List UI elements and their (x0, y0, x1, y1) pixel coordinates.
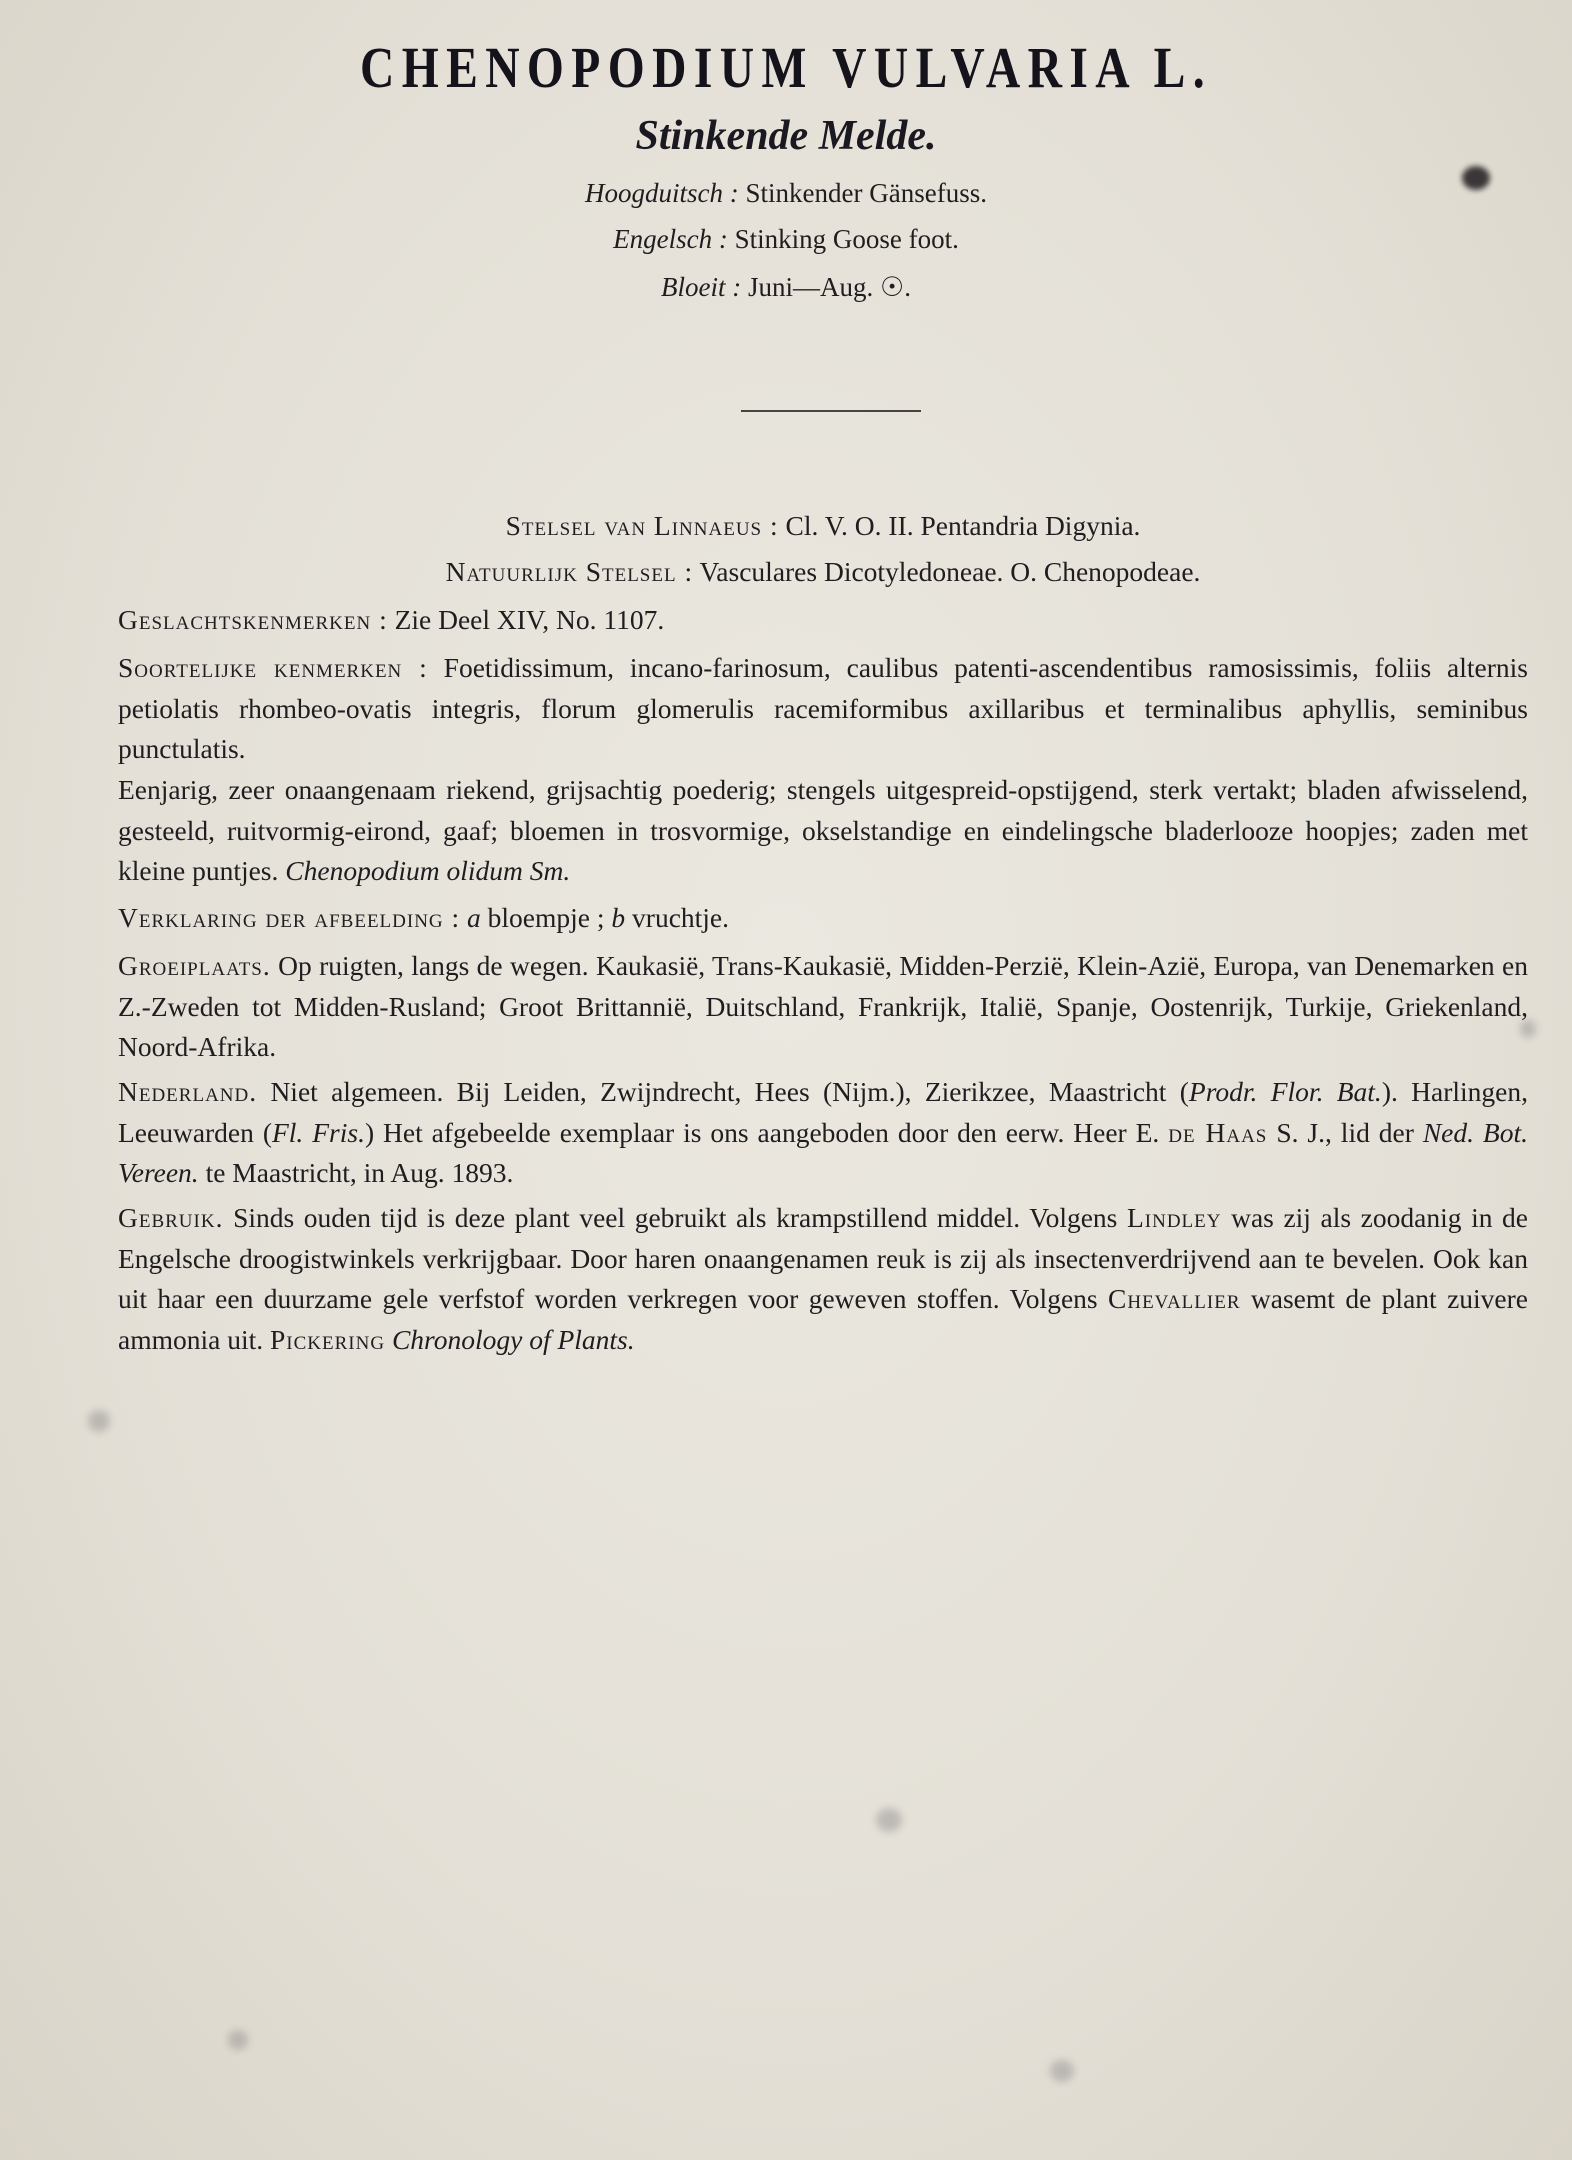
bloom-value: Juni—Aug. ☉. (748, 272, 911, 302)
divider-rule (741, 410, 921, 412)
author-lindley: Lindley (1126, 1202, 1222, 1233)
source-prodromus: Prodr. Flor. Bat. (1188, 1076, 1382, 1107)
natuurlijk-stelsel-label: Natuurlijk Stelsel : (445, 556, 694, 587)
natuurlijk-stelsel-text: Vasculares Dicotyledoneae. O. Chenopodeae. (699, 556, 1201, 587)
donor-name: de Haas (1168, 1116, 1268, 1148)
figure-a-letter: a (467, 902, 481, 933)
german-label: Hoogduitsch : (585, 178, 739, 208)
gebruik-text-2: was zij als zoodanig in de Engelsche droogistwinkels verkrijgbaar. Door haren onaangenamen reuk is zij als insectenverdrijvend aan te bevelen. Ook kan uit haar een duurzame gele verfstof worden verkregen voor geweven stoffen. Volgens (118, 1202, 1529, 1314)
stain-spot (88, 1410, 110, 1432)
dutch-name: Stinkende Melde. (635, 113, 937, 159)
nederland (118, 1072, 1528, 1194)
bloom-line (0, 272, 1572, 303)
figure-a-text: bloempje ; (487, 902, 605, 933)
author-chevallier: Chevallier (1108, 1283, 1241, 1314)
stain-spot (228, 2030, 248, 2050)
groeiplaats-label: Groeiplaats. (118, 950, 271, 981)
german-name: Stinkender Gänsefuss. (745, 178, 987, 208)
geslachtskenmerken (118, 600, 1528, 641)
gebruik-text-3: wasemt de plant zuivere ammonia uit. (118, 1283, 1528, 1355)
nederland-text-4: S. J., lid der (1276, 1116, 1414, 1148)
geslachtskenmerken-label: Geslachtskenmerken : (118, 604, 388, 635)
nederland-text-1: Niet algemeen. Bij Leiden, Zwijndrecht, Hees (Nijm.), Zierikzee, Maastricht ( (270, 1076, 1189, 1107)
groeiplaats-text: Op ruigten, langs de wegen. Kaukasië, Trans-Kaukasië, Midden-Perzië, Klein-Azië, Europa, van Denemarken en Z.-Zweden tot Midden-Rusland; Groot Brittannië, Duitschland, Frankrijk, Italië, Spanje, Oostenrijk, Turkije, Griekenland, Noord-Afrika. (118, 950, 1528, 1062)
figure-b-letter: b (611, 902, 626, 933)
verklaring-label: Verklaring der afbeelding : (118, 902, 461, 933)
english-label: Engelsch : (613, 224, 728, 254)
gebruik-label: Gebruik. (118, 1202, 224, 1233)
stelsel-linnaeus-text: Cl. V. O. II. Pentandria Digynia. (785, 510, 1141, 541)
gebruik-text-1: Sinds ouden tijd is deze plant veel gebruikt als krampstillend middel. Volgens (233, 1202, 1118, 1233)
geslachtskenmerken-text: Zie Deel XIV, No. 1107. (394, 604, 665, 635)
verklaring-afbeelding (118, 898, 1528, 939)
bloom-label: Bloeit : (661, 272, 742, 302)
stelsel-linnaeus-label: Stelsel van Linnaeus : (505, 510, 779, 541)
nederland-text-2: ). Harlingen, Leeuwarden ( (118, 1076, 1528, 1148)
soortelijke-text: Foetidissimum, incano-farinosum, caulibus patenti-ascendentibus ramosissimis, foliis alternis petiolatis rhombeo-ovatis integris, florum glomerulis racemiformibus axillaribus et terminalibus aphyllis, seminibus punctulatis. (118, 652, 1528, 764)
english-name: Stinking Goose foot. (734, 224, 959, 254)
source-ned-bot-vereen: Ned. Bot. Vereen. (118, 1116, 1529, 1188)
synonym: Chenopodium olidum Sm. (285, 855, 571, 886)
stain-spot (1050, 2060, 1074, 2082)
stain-spot (876, 1808, 902, 1832)
description-text: Eenjarig, zeer onaangenaam riekend, grijsachtig poederig; stengels uitgespreid-opstijgend, sterk vertakt; bladen afwisselend, gesteeld, ruitvormig-eirond, gaaf; bloemen in trosvormige, okselstandige en eindelingsche bladerlooze hoopjes; zaden met kleine puntjes. (118, 774, 1528, 886)
page-title: CHENOPODIUM VULVARIA L. (359, 35, 1213, 100)
gebruik (118, 1198, 1528, 1360)
stelsel-linnaeus (118, 506, 1528, 547)
work-title: Chronology of Plants. (391, 1323, 635, 1355)
figure-b-text: vruchtje. (632, 902, 730, 933)
source-flora-frisica: Fl. Fris. (271, 1116, 365, 1148)
soortelijke-label: Soortelijke kenmerken : (118, 652, 428, 683)
english-name-line (0, 224, 1572, 255)
natuurlijk-stelsel (118, 552, 1528, 593)
nederland-text-5: te Maastricht, in Aug. 1893. (205, 1157, 514, 1188)
description (118, 770, 1528, 892)
nederland-label: Nederland. (118, 1076, 258, 1107)
author-pickering: Pickering (270, 1323, 386, 1355)
soortelijke-kenmerken (118, 648, 1528, 770)
groeiplaats (118, 946, 1528, 1068)
nederland-text-3: ) Het afgebeelde exemplaar is ons aangeboden door den eerw. Heer E. (364, 1116, 1160, 1148)
german-name-line (0, 178, 1572, 209)
